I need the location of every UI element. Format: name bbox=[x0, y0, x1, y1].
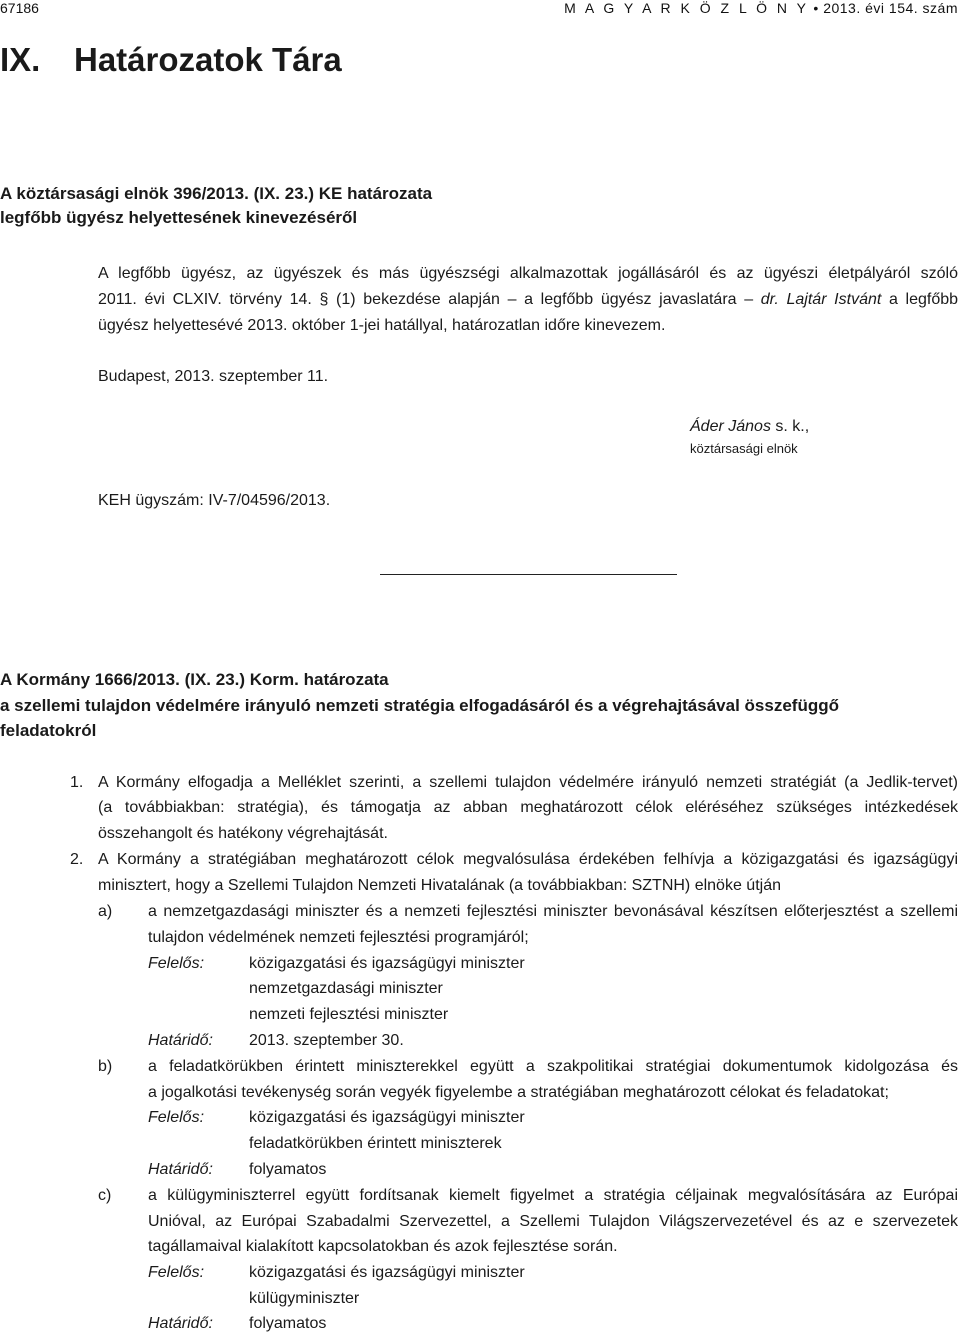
item-b-deadline-label: Határidő: bbox=[148, 1161, 213, 1178]
running-header bbox=[564, 0, 958, 16]
signer-role: köztársasági elnök bbox=[690, 441, 798, 456]
item-a-line1: a nemzetgazdasági miniszter és a nemzeti fejlesztési miniszter bevonásával készítsen előterjesztést a szellemi bbox=[148, 903, 958, 920]
item-c-letter: c) bbox=[98, 1187, 112, 1204]
section-number: IX. bbox=[0, 41, 41, 78]
publication-name: M A G Y A R K Ö Z L Ö N Y bbox=[564, 0, 810, 16]
decision2-title-line3: feladatokról bbox=[0, 721, 97, 740]
item-a-deadline: 2013. szeptember 30. bbox=[249, 1032, 404, 1049]
decision1-title-line1: A köztársasági elnök 396/2013. (IX. 23.) KE határozata bbox=[0, 184, 433, 203]
signer-suffix: s. k., bbox=[770, 418, 810, 435]
appointee-name: dr. Lajtár Istvánt bbox=[760, 291, 882, 308]
section-title: Határozatok Tára bbox=[74, 41, 342, 78]
item-b-deadline: folyamatos bbox=[249, 1161, 327, 1178]
decision2-title-line1: A Kormány 1666/2013. (IX. 23.) Korm. határozata bbox=[0, 670, 389, 689]
item-a-responsible-2: nemzetgazdasági miniszter bbox=[249, 980, 443, 997]
paragraph2-line1: A Kormány a stratégiában meghatározott célok megvalósulása érdekében felhívja a közigazgatási és igazságügyi bbox=[98, 851, 958, 868]
item-b-line2: a jogalkotási tevékenység során vegyék figyelembe a stratégiában meghatározott célokat és feladatokat; bbox=[148, 1084, 889, 1101]
item-a-line2: tulajdon védelmének nemzeti fejlesztési programjáról; bbox=[148, 929, 529, 946]
item-a-letter: a) bbox=[98, 903, 113, 920]
case-number: KEH ügyszám: IV-7/04596/2013. bbox=[98, 492, 331, 509]
item-c-responsible-label: Felelős: bbox=[148, 1264, 205, 1281]
paragraph1-line2: (a továbbiakban: stratégia), és támogatja az abban meghatározott célok eléréséhez szükséges intézkedések bbox=[98, 799, 958, 816]
item-b-line1: a feladatkörükben érintett miniszterekkel együtt a szakpolitikai stratégiai dokumentumok kidolgozása és bbox=[148, 1058, 958, 1075]
issue-number: 2013. évi 154. szám bbox=[823, 0, 958, 16]
decision1-body-line2-b: a legfőbb bbox=[881, 291, 959, 308]
section-heading bbox=[0, 40, 342, 80]
item-a-deadline-label: Határidő: bbox=[148, 1032, 213, 1049]
signer-name: Áder János bbox=[690, 418, 771, 435]
paragraph1-line3: összehangolt és hatékony végrehajtását. bbox=[98, 825, 388, 842]
decision1-body-line2 bbox=[98, 289, 958, 311]
item-b-responsible-2: feladatkörükben érintett miniszterek bbox=[249, 1135, 502, 1152]
item-b-responsible-1: közigazgatási és igazságügyi miniszter bbox=[249, 1109, 525, 1126]
item-c-line1: a külügyminiszterrel együtt fordítsanak kiemelt figyelmet a stratégia céljainak megvalósítására az Európai bbox=[148, 1187, 958, 1204]
item-a-responsible-3: nemzeti fejlesztési miniszter bbox=[249, 1006, 449, 1023]
item-c-deadline-label: Határidő: bbox=[148, 1315, 213, 1332]
decision2-title-line2: a szellemi tulajdon védelmére irányuló nemzeti stratégia elfogadásáról és a végrehajtásával összefüggő bbox=[0, 696, 839, 715]
paragraph1-number: 1. bbox=[70, 774, 84, 791]
item-b-letter: b) bbox=[98, 1058, 113, 1075]
item-c-deadline: folyamatos bbox=[249, 1315, 327, 1332]
page-number: 67186 bbox=[0, 0, 39, 16]
item-b-responsible-label: Felelős: bbox=[148, 1109, 205, 1126]
item-a-responsible-1: közigazgatási és igazságügyi miniszter bbox=[249, 955, 525, 972]
item-a-responsible-label: Felelős: bbox=[148, 955, 205, 972]
decision1-body-line3: ügyész helyettesévé 2013. október 1-jei hatállyal, határozatlan időre kinevezem. bbox=[98, 317, 666, 334]
section-divider bbox=[380, 574, 677, 575]
decision1-title-line2: legfőbb ügyész helyettesének kinevezéséről bbox=[0, 208, 358, 227]
paragraph2-line2: minisztert, hogy a Szellemi Tulajdon Nemzeti Hivatalának (a továbbiakban: SZTNH) elnöke útján bbox=[98, 877, 781, 894]
header-bullet: • bbox=[813, 0, 819, 16]
paragraph1-line1: A Kormány elfogadja a Melléklet szerinti, a szellemi tulajdon védelmére irányuló nemzeti stratégiát (a Jedlik-tervet) bbox=[98, 774, 958, 791]
decision1-body-line1: A legfőbb ügyész, az ügyészek és más ügyészségi alkalmazottak jogállásáról és az ügyészi életpályáról szóló bbox=[98, 265, 958, 282]
item-c-responsible-2: külügyminiszter bbox=[249, 1290, 360, 1307]
item-c-line3: tagállamaival kialakított kapcsolatokban és azok fejlesztése során. bbox=[148, 1238, 618, 1255]
paragraph2-number: 2. bbox=[70, 851, 84, 868]
item-c-responsible-1: közigazgatási és igazságügyi miniszter bbox=[249, 1264, 525, 1281]
item-c-line2: Unióval, az Európai Szabadalmi Szervezettel, a Szellemi Tulajdon Világszervezetével és az e szervezetek bbox=[148, 1213, 958, 1230]
decision1-place-date: Budapest, 2013. szeptember 11. bbox=[98, 368, 329, 385]
signature-block bbox=[690, 418, 809, 436]
decision1-body-line2-a: 2011. évi CLXIV. törvény 14. § (1) bekezdése alapján – a legfőbb ügyész javaslatára – bbox=[98, 291, 761, 308]
